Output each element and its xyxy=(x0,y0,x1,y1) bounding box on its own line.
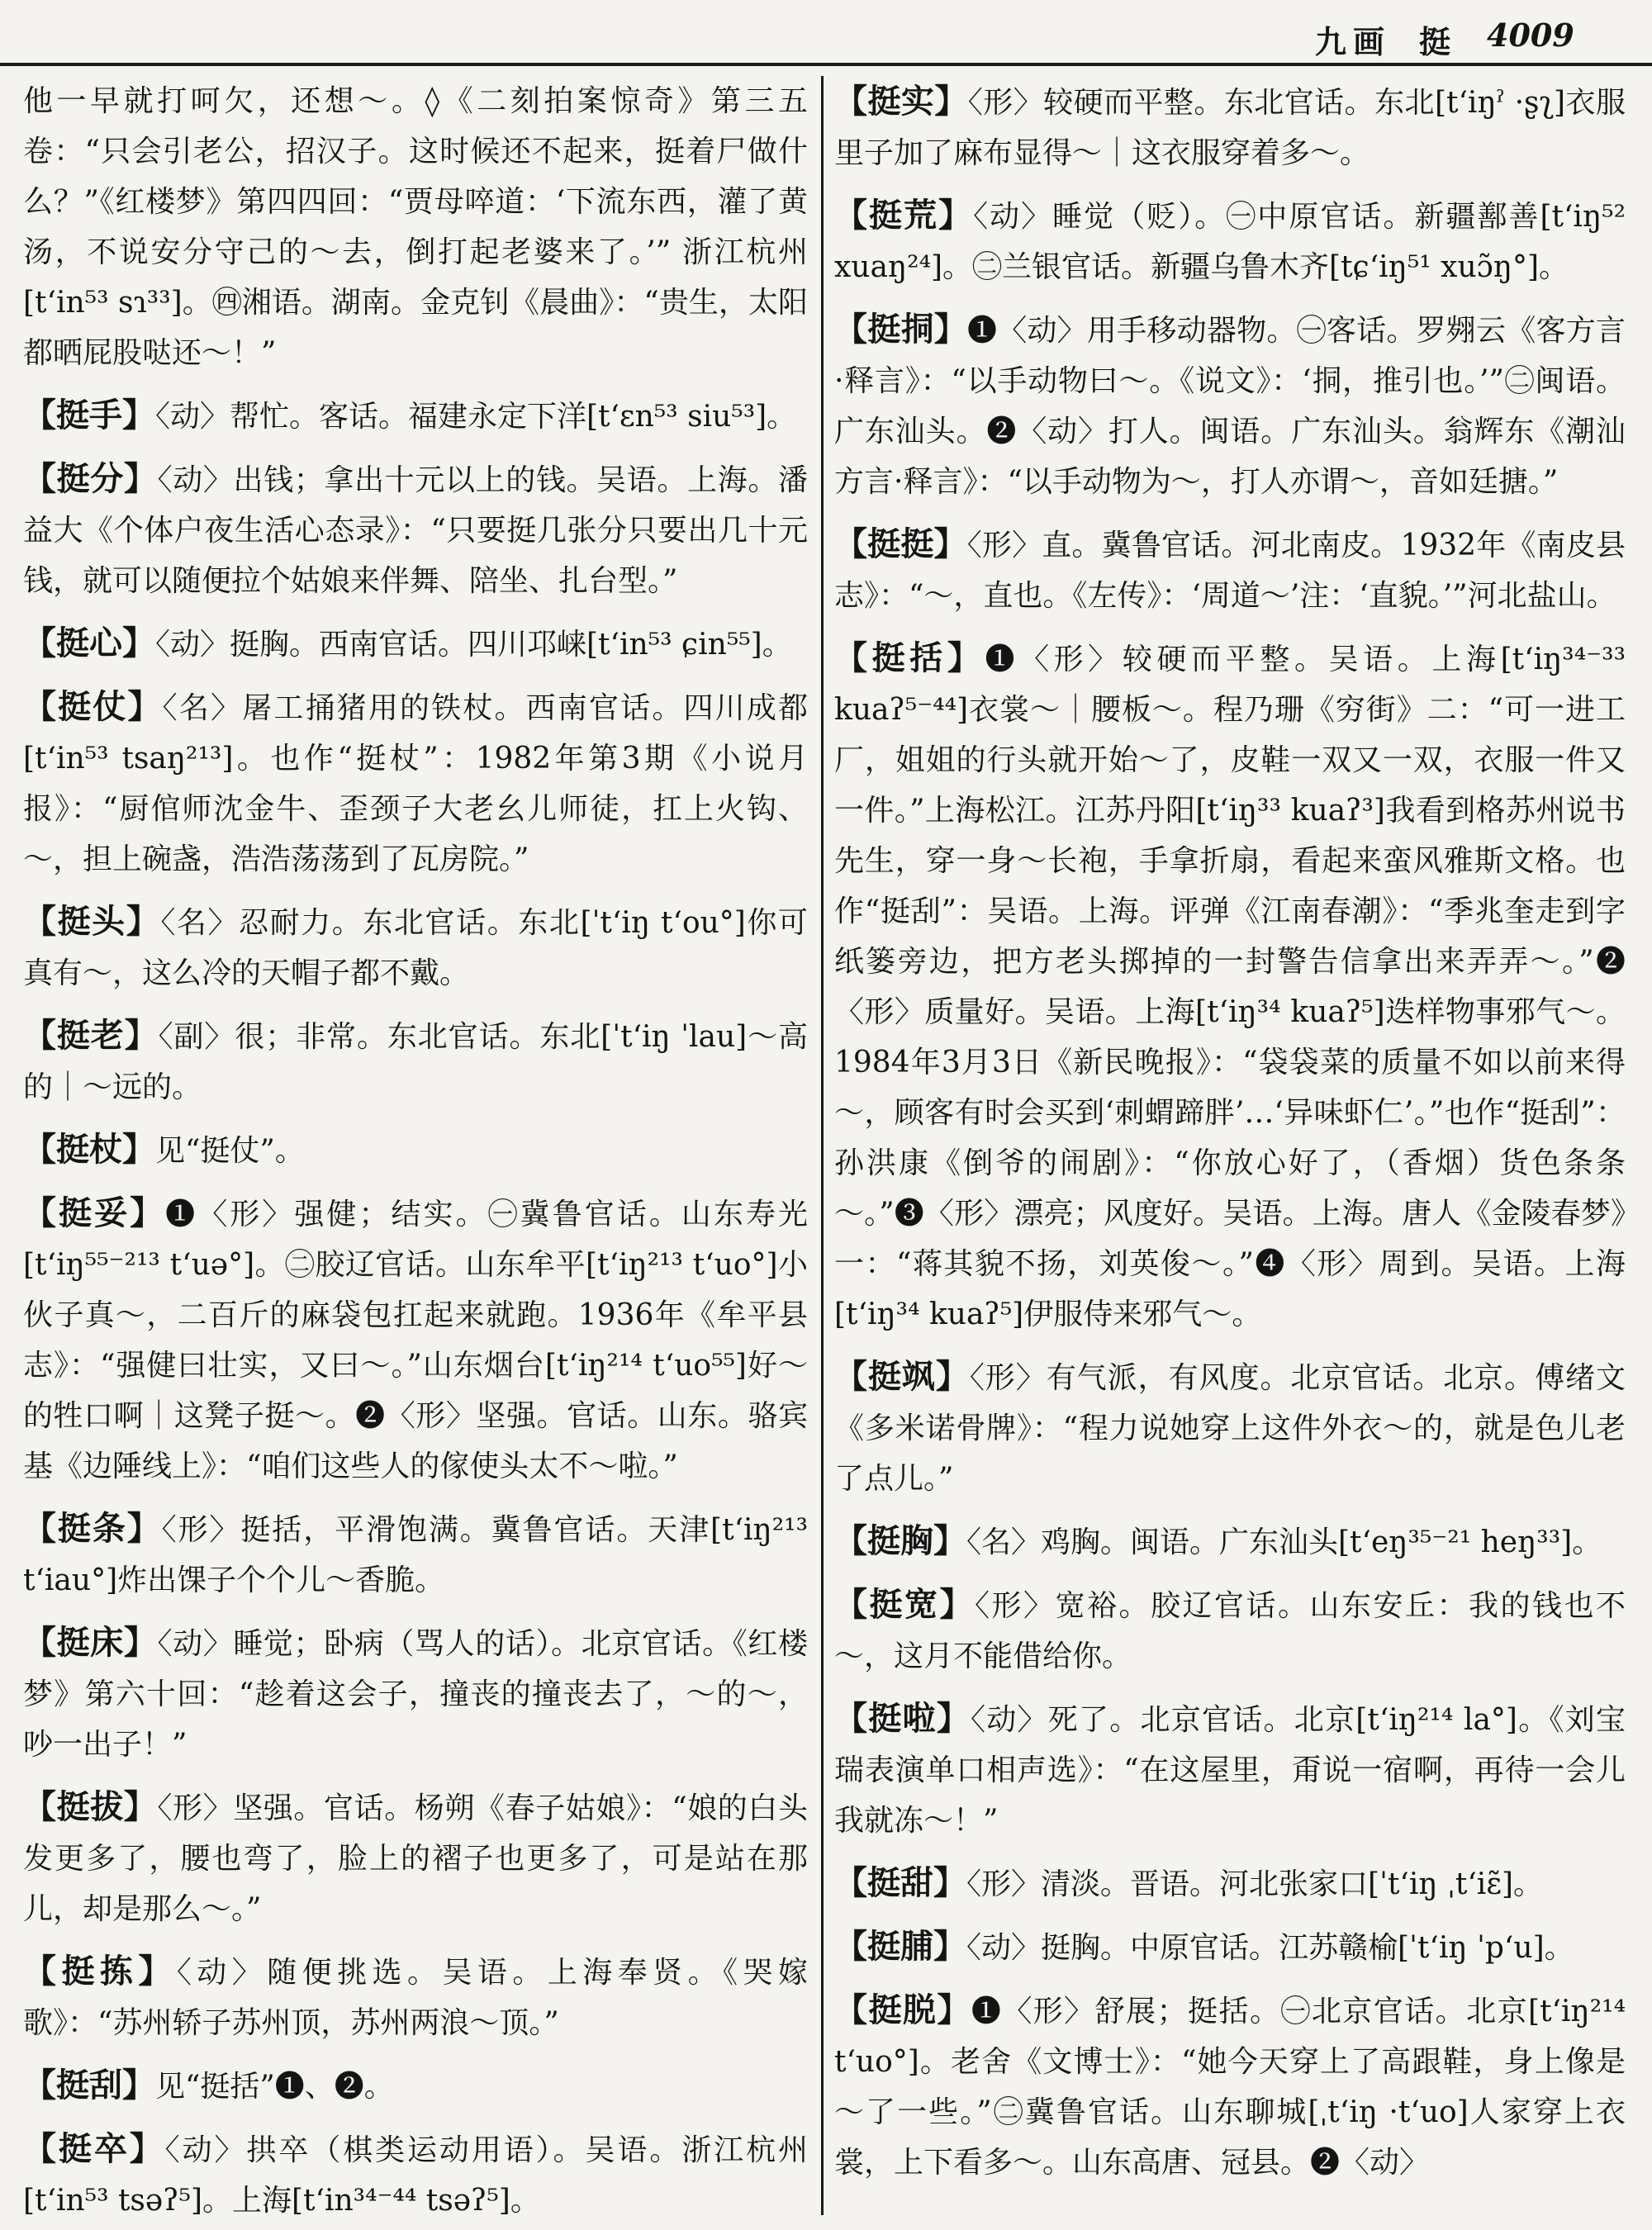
entry-headword: 【挺妥】 xyxy=(23,1193,166,1232)
entry-headword: 【挺老】 xyxy=(23,1016,159,1055)
entry-definition: 〈形〉有气派，有风度。北京官话。北京。傅绪文《多米诺骨牌》：“程力说她穿上这件外衣～的，就是色儿老了点儿。” xyxy=(834,1361,1626,1496)
dictionary-entry xyxy=(834,633,1626,1340)
entry-definition: 〈形〉直。冀鲁官话。河北南皮。1932年《南皮县志》：“～，直也。《左传》：‘周道～’注：‘直貌。’”河北盐山。 xyxy=(834,529,1626,613)
entry-definition: 〈动〉拱卒（棋类运动用语）。吴语。浙江杭州[tʻin⁵³ tsəʔ⁵]。上海[tʻin³⁴⁻⁴⁴ tsəʔ⁵]。 xyxy=(23,2133,808,2218)
dictionary-entry xyxy=(23,1946,808,2048)
entry-definition: 〈名〉鸡胸。闽语。广东汕头[tʻeŋ³⁵⁻²¹ heŋ³³]。 xyxy=(966,1525,1602,1559)
dictionary-entry xyxy=(23,1124,808,1176)
entry-headword: 【挺脱】 xyxy=(834,1990,971,2029)
dictionary-entry xyxy=(23,618,808,670)
dictionary-entry xyxy=(834,1921,1626,1973)
entry-definition: 〈动〉睡觉（贬）。㊀中原官话。新疆鄯善[tʻiŋ⁵² xuaŋ²⁴]。㊁兰银官话。新疆乌鲁木齐[tɕʻiŋ⁵¹ xuɔ̃ŋ°]。 xyxy=(834,200,1626,284)
dictionary-entry xyxy=(23,390,808,442)
entry-headword: 【挺飒】 xyxy=(834,1357,970,1396)
entry-headword: 【挺挺】 xyxy=(834,524,967,563)
entry-definition: ❶〈形〉强健；结实。㊀冀鲁官话。山东寿光[tʻiŋ⁵⁵⁻²¹³ tʻuə°]。㊁胶辽官话。山东牟平[tʻiŋ²¹³ tʻuo°]小伙子真～，二百斤的麻袋包扛起来就跑。1936年《牟平县志》：“强健曰壮实，又曰～。”山东烟台[tʻiŋ²¹⁴ tʻuo⁵⁵]好～的牲口啊｜这凳子挺～。❷〈形〉坚强。官话。山东。骆宾基《边陲线上》：“咱们这些人的傢使头太不～啦。” xyxy=(23,1198,808,1483)
entry-definition: 〈形〉坚强。官话。杨朔《春子姑娘》：“娘的白头发更多了，腰也弯了，脸上的褶子也更多了，可是站在那儿，却是那么～。” xyxy=(23,1791,808,1926)
entry-definition: 〈动〉挺胸。西南官话。四川邛崃[tʻin⁵³ ɕin⁵⁵]。 xyxy=(155,628,792,662)
entry-definition: 〈名〉屠工捅猪用的铁杖。西南官话。四川成都[tʻin⁵³ tsaŋ²¹³]。也作“挺杖”：1982年第3期《小说月报》：“厨倌师沈金牛、歪颈子大老幺儿师徒，扛上火钩、～，担上碗盏，浩浩荡荡到了瓦房院。” xyxy=(23,691,808,876)
entry-headword: 【挺荒】 xyxy=(834,196,974,235)
entry-headword: 【挺刮】 xyxy=(23,2066,155,2104)
entry-headword: 【挺心】 xyxy=(23,624,155,662)
entry-definition: ❶〈形〉舒展；挺括。㊀北京官话。北京[tʻiŋ²¹⁴ tʻuo°]。老舍《文博士》：“她今天穿上了高跟鞋，身上像是～了一些。”㊁冀鲁官话。山东聊城[ˌtʻiŋ ·tʻuo]人家穿上衣裳，上下看多～。山东高唐、冠县。❷〈动〉 xyxy=(834,1995,1626,2180)
entry-definition: 〈形〉较硬而平整。东北官话。东北[tʻiŋˀ ·ʂʅ]衣服里子加了麻布显得～｜这衣服穿着多～。 xyxy=(834,86,1626,170)
entry-headword: 【挺仗】 xyxy=(23,687,163,726)
entry-headword: 【挺拣】 xyxy=(23,1952,177,1990)
dictionary-entry xyxy=(23,1782,808,1934)
entry-headword: 【挺床】 xyxy=(23,1623,158,1662)
dictionary-entry xyxy=(834,304,1626,507)
section-label: 九画 xyxy=(1315,23,1392,60)
dictionary-entry xyxy=(23,1617,808,1770)
dictionary-entry xyxy=(834,1985,1626,2188)
entry-headword: 【挺条】 xyxy=(23,1509,162,1548)
dictionary-entry xyxy=(23,2123,808,2219)
entry-definition: 见“挺仗”。 xyxy=(155,1134,305,1168)
dictionary-entry xyxy=(834,1858,1626,1910)
section-character: 挺 xyxy=(1419,23,1451,60)
dictionary-entry xyxy=(834,190,1626,292)
entry-headword: 【挺头】 xyxy=(23,902,161,941)
entry-headword: 【挺实】 xyxy=(834,82,968,121)
column-divider xyxy=(821,76,824,2215)
entry-definition: 他一早就打呵欠，还想～。◊《二刻拍案惊奇》第三五卷：“只会引老公，招汉子。这时候还不起来，挺着尸做什么？”《红楼梦》第四四回：“贾母啐道：‘下流东西，灌了黄汤，不说安分守己的～去，倒打起老婆来了。’” 浙江杭州[tʻin⁵³ sɿ³³]。㊃湘语。湖南。金克钊《晨曲》：“贵生，太阳都晒屁股哒还～！” xyxy=(23,84,808,370)
entry-definition: 〈动〉睡觉；卧病（骂人的话）。北京官话。《红楼梦》第六十回：“趁着这会子，撞丧的撞丧去了，～的～，吵一出子！” xyxy=(23,1627,808,1762)
entry-headword: 【挺括】 xyxy=(834,638,985,677)
entry-headword: 【挺胸】 xyxy=(834,1521,966,1560)
entry-definition: 〈动〉挺胸。中原官话。江苏赣榆[ˈtʻiŋ ˈpʻu]。 xyxy=(966,1931,1574,1965)
dictionary-entry xyxy=(834,76,1626,178)
entry-definition: 〈形〉清淡。晋语。河北张家口[ˈtʻiŋ ˌtʻiɛ̃]。 xyxy=(966,1867,1544,1901)
right-column xyxy=(834,76,1626,2219)
entry-definition: 〈形〉宽裕。胶辽官话。山东安丘：我的钱也不～，这月不能借给你。 xyxy=(834,1589,1626,1673)
entry-definition: 〈名〉忍耐力。东北官话。东北[ˈtʻiŋ tʻou°]你可真有～，这么冷的天帽子都不戴。 xyxy=(23,906,808,990)
dictionary-entry xyxy=(23,681,808,885)
entry-definition: 见“挺括”❶、❷。 xyxy=(155,2070,394,2104)
entry-definition: 〈形〉挺括，平滑饱满。冀鲁官话。天津[tʻiŋ²¹³ tʻiau°]炸出馃子个个儿～香脆。 xyxy=(23,1513,808,1597)
dictionary-entry xyxy=(23,1010,808,1113)
entry-headword: 【挺手】 xyxy=(23,396,155,434)
dictionary-entry xyxy=(23,453,808,606)
entry-definition: 〈动〉死了。北京官话。北京[tʻiŋ²¹⁴ la°]。《刘宝瑞表演单口相声选》：“在这屋里，甭说一宿啊，再待一会儿我就冻～！” xyxy=(834,1703,1626,1838)
entry-headword: 【挺甜】 xyxy=(834,1863,966,1902)
entry-definition: 〈动〉帮忙。客话。福建永定下洋[tʻɛn⁵³ siu⁵³]。 xyxy=(155,400,797,434)
entry-definition: ❶〈动〉用手移动器物。㊀客话。罗翙云《客方言·释言》：“以手动物曰～。《说文》：‘挏，推引也。’”㊁闽语。广东汕头。❷〈动〉打人。闽语。广东汕头。翁辉东《潮汕方言·释言》：“以手动物为～，打人亦谓～，音如廷搪。” xyxy=(834,314,1626,499)
dictionary-entry xyxy=(23,2060,808,2112)
dictionary-entry xyxy=(23,76,808,378)
entry-definition: 〈动〉随便挑选。吴语。上海奉贤。《哭嫁歌》：“苏州轿子苏州顶，苏州两浪～顶。” xyxy=(23,1956,808,2040)
entry-headword: 【挺宽】 xyxy=(834,1585,975,1624)
dictionary-entry xyxy=(834,1579,1626,1682)
entry-headword: 【挺脯】 xyxy=(834,1927,966,1966)
entry-headword: 【挺拔】 xyxy=(23,1787,158,1826)
entry-headword: 【挺卒】 xyxy=(23,2129,165,2168)
entry-definition: ❶〈形〉较硬而平整。吴语。上海[tʻiŋ³⁴⁻³³ kuaʔ⁵⁻⁴⁴]衣裳～｜腰板～。程乃珊《穷街》二：“可一进工厂，姐姐的行头就开始～了，皮鞋一双又一双，衣服一件又一件。”上海松江。江苏丹阳[tʻiŋ³³ kuaʔ³]我看到格苏州说书先生，穿一身～长袍，手拿折扇，看起来蛮风雅斯文格。也作“挺刮”：吴语。上海。评弹《江南春潮》：“季兆奎走到字纸篓旁边，把方老头掷掉的一封警告信拿出来弄弄～。”❷〈形〉质量好。吴语。上海[tʻiŋ³⁴ kuaʔ⁵]迭样物事邪气～。1984年3月3日《新民晚报》：“袋袋菜的质量不如以前来得～，顾客有时会买到‘刺蝟蹄胖’…‘异味虾仁’。”也作“挺刮”：孙洪康《倒爷的闹剧》：“你放心好了，（香烟）货色条条～。”❸〈形〉漂亮；风度好。吴语。上海。唐人《金陵春梦》一：“蒋其貌不扬，刘英俊～。”❹〈形〉周到。吴语。上海[tʻiŋ³⁴ kuaʔ⁵]伊服侍来邪气～。 xyxy=(834,643,1626,1331)
left-column xyxy=(23,76,808,2219)
dictionary-entry xyxy=(23,1188,808,1492)
dictionary-entry xyxy=(23,896,808,999)
page-number: 4009 xyxy=(1487,17,1574,54)
entry-definition: 〈动〉出钱；拿出十元以上的钱。吴语。上海。潘益大《个体户夜生活心态录》：“只要挺几张分只要出几十元钱，就可以随便拉个姑娘来伴舞、陪坐、扎台型。” xyxy=(23,463,808,598)
dictionary-entry xyxy=(834,1351,1626,1504)
page-header xyxy=(0,0,1652,66)
entry-headword: 【挺啦】 xyxy=(834,1699,971,1738)
entry-headword: 【挺挏】 xyxy=(834,310,967,349)
entry-headword: 【挺杖】 xyxy=(23,1130,155,1169)
entry-definition: 〈副〉很；非常。东北官话。东北[ˈtʻiŋ ˈlau]～高的｜～远的。 xyxy=(23,1020,808,1104)
dictionary-entry xyxy=(834,519,1626,621)
entry-headword: 【挺分】 xyxy=(23,459,158,498)
dictionary-entry xyxy=(834,1516,1626,1568)
dictionary-entry xyxy=(834,1693,1626,1846)
dictionary-entry xyxy=(23,1503,808,1606)
